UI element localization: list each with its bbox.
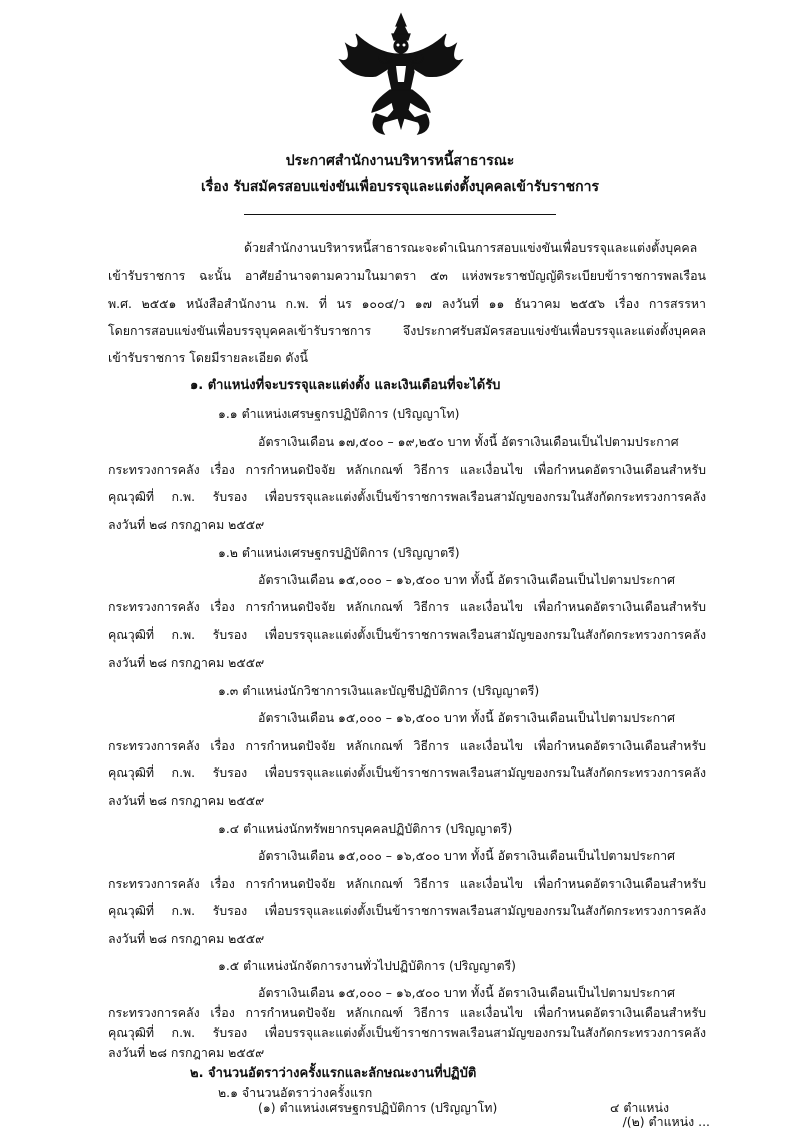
position-line: คุณวุฒิที่ ก.พ. รับรอง เพื่อบรรจุและแต่งตั้งเป็นข้าราชการพลเรือนสามัญของกรมในสังกัดกระทรวงการคลัง [108,627,706,642]
position-line: คุณวุฒิที่ ก.พ. รับรอง เพื่อบรรจุและแต่งตั้งเป็นข้าราชการพลเรือนสามัญของกรมในสังกัดกระทรวงการคลัง [108,765,706,780]
position-line: อัตราเงินเดือน ๑๕,๐๐๐ – ๑๖,๕๐๐ บาท ทั้งนี้ อัตราเงินเดือนเป็นไปตามประกาศ [258,572,675,587]
position-line: อัตราเงินเดือน ๑๕,๐๐๐ – ๑๖,๕๐๐ บาท ทั้งนี้ อัตราเงินเดือนเป็นไปตามประกาศ [258,848,675,863]
position-line: ลงวันที่ ๒๘ กรกฎาคม ๒๕๕๙ [108,793,265,808]
position-title: ๑.๒ ตำแหน่งเศรษฐกรปฏิบัติการ (ปริญญาตรี) [218,545,460,560]
title-divider [244,214,556,215]
position-line: อัตราเงินเดือน ๑๕,๐๐๐ – ๑๖,๕๐๐ บาท ทั้งนี้ อัตราเงินเดือนเป็นไปตามประกาศ [258,710,675,725]
position-line: กระทรวงการคลัง เรื่อง การกำหนดปัจจัย หลักเกณฑ์ วิธีการ และเงื่อนไข เพื่อกำหนดอัตราเงินเดือนสำหรับ [108,1005,706,1020]
vacancy-item-count: ๔ ตำแหน่ง [610,1100,669,1115]
position-line: ลงวันที่ ๒๘ กรกฎาคม ๒๕๕๙ [108,655,265,670]
position-line: ลงวันที่ ๒๘ กรกฎาคม ๒๕๕๙ [108,517,265,532]
position-line: คุณวุฒิที่ ก.พ. รับรอง เพื่อบรรจุและแต่งตั้งเป็นข้าราชการพลเรือนสามัญของกรมในสังกัดกระทรวงการคลัง [108,1025,706,1040]
position-title: ๑.๑ ตำแหน่งเศรษฐกรปฏิบัติการ (ปริญญาโท) [218,406,460,421]
position-title: ๑.๕ ตำแหน่งนักจัดการงานทั่วไปปฏิบัติการ (ปริญญาตรี) [218,958,517,973]
position-line: ลงวันที่ ๒๘ กรกฎาคม ๒๕๕๙ [108,1045,265,1060]
intro-line: เข้ารับราชการ ฉะนั้น อาศัยอำนาจตามความในมาตรา ๕๓ แห่งพระราชบัญญัติระเบียบข้าราชการพลเรือน [108,268,706,283]
position-line: กระทรวงการคลัง เรื่อง การกำหนดปัจจัย หลักเกณฑ์ วิธีการ และเงื่อนไข เพื่อกำหนดอัตราเงินเดือนสำหรับ [108,738,706,753]
page-continuation: /(๒) ตำแหน่ง ... [622,1114,710,1129]
garuda-emblem-icon [336,10,466,140]
position-title: ๑.๔ ตำแหน่งนักทรัพยากรบุคคลปฏิบัติการ (ปริญญาตรี) [218,821,513,836]
announcement-title: ประกาศสำนักงานบริหารหนี้สาธารณะ [285,153,515,169]
announcement-subject: เรื่อง รับสมัครสอบแข่งขันเพื่อบรรจุและแต่งตั้งบุคคลเข้ารับราชการ [200,179,599,195]
intro-line: พ.ศ. ๒๕๕๑ หนังสือสำนักงาน ก.พ. ที่ นร ๑๐๐๔/ว ๑๗ ลงวันที่ ๑๑ ธันวาคม ๒๕๕๖ เรื่อง การสรรหา [108,296,706,311]
vacancy-item-label: (๑) ตำแหน่งเศรษฐกรปฏิบัติการ (ปริญญาโท) [258,1100,498,1115]
intro-line: เข้ารับราชการ โดยมีรายละเอียด ดังนี้ [108,350,308,365]
position-line: คุณวุฒิที่ ก.พ. รับรอง เพื่อบรรจุและแต่งตั้งเป็นข้าราชการพลเรือนสามัญของกรมในสังกัดกระทรวงการคลัง [108,489,706,504]
position-line: อัตราเงินเดือน ๑๗,๕๐๐ – ๑๙,๒๕๐ บาท ทั้งนี้ อัตราเงินเดือนเป็นไปตามประกาศ [258,434,679,449]
position-line: ลงวันที่ ๒๘ กรกฎาคม ๒๕๕๙ [108,931,265,946]
position-line: กระทรวงการคลัง เรื่อง การกำหนดปัจจัย หลักเกณฑ์ วิธีการ และเงื่อนไข เพื่อกำหนดอัตราเงินเดือนสำหรับ [108,462,706,477]
intro-line: โดยการสอบแข่งขันเพื่อบรรจุบุคคลเข้ารับราชการ จึงประกาศรับสมัครสอบแข่งขันเพื่อบรรจุและแต่งตั้งบุคคล [108,323,706,338]
position-line: คุณวุฒิที่ ก.พ. รับรอง เพื่อบรรจุและแต่งตั้งเป็นข้าราชการพลเรือนสามัญของกรมในสังกัดกระทรวงการคลัง [108,903,706,918]
position-title: ๑.๓ ตำแหน่งนักวิชาการเงินและบัญชีปฏิบัติการ (ปริญญาตรี) [218,683,540,698]
intro-line: ด้วยสำนักงานบริหารหนี้สาธารณะจะดำเนินการสอบแข่งขันเพื่อบรรจุและแต่งตั้งบุคคล [244,240,698,255]
position-line: กระทรวงการคลัง เรื่อง การกำหนดปัจจัย หลักเกณฑ์ วิธีการ และเงื่อนไข เพื่อกำหนดอัตราเงินเดือนสำหรับ [108,599,706,614]
section-2-subheading: ๒.๑ จำนวนอัตราว่างครั้งแรก [218,1085,373,1100]
position-line: กระทรวงการคลัง เรื่อง การกำหนดปัจจัย หลักเกณฑ์ วิธีการ และเงื่อนไข เพื่อกำหนดอัตราเงินเดือนสำหรับ [108,876,706,891]
section-1-heading: ๑. ตำแหน่งที่จะบรรจุและแต่งตั้ง และเงินเดือนที่จะได้รับ [190,378,501,393]
position-line: อัตราเงินเดือน ๑๕,๐๐๐ – ๑๖,๕๐๐ บาท ทั้งนี้ อัตราเงินเดือนเป็นไปตามประกาศ [258,985,675,1000]
section-2-heading: ๒. จำนวนอัตราว่างครั้งแรกและลักษณะงานที่ปฏิบัติ [190,1066,477,1081]
